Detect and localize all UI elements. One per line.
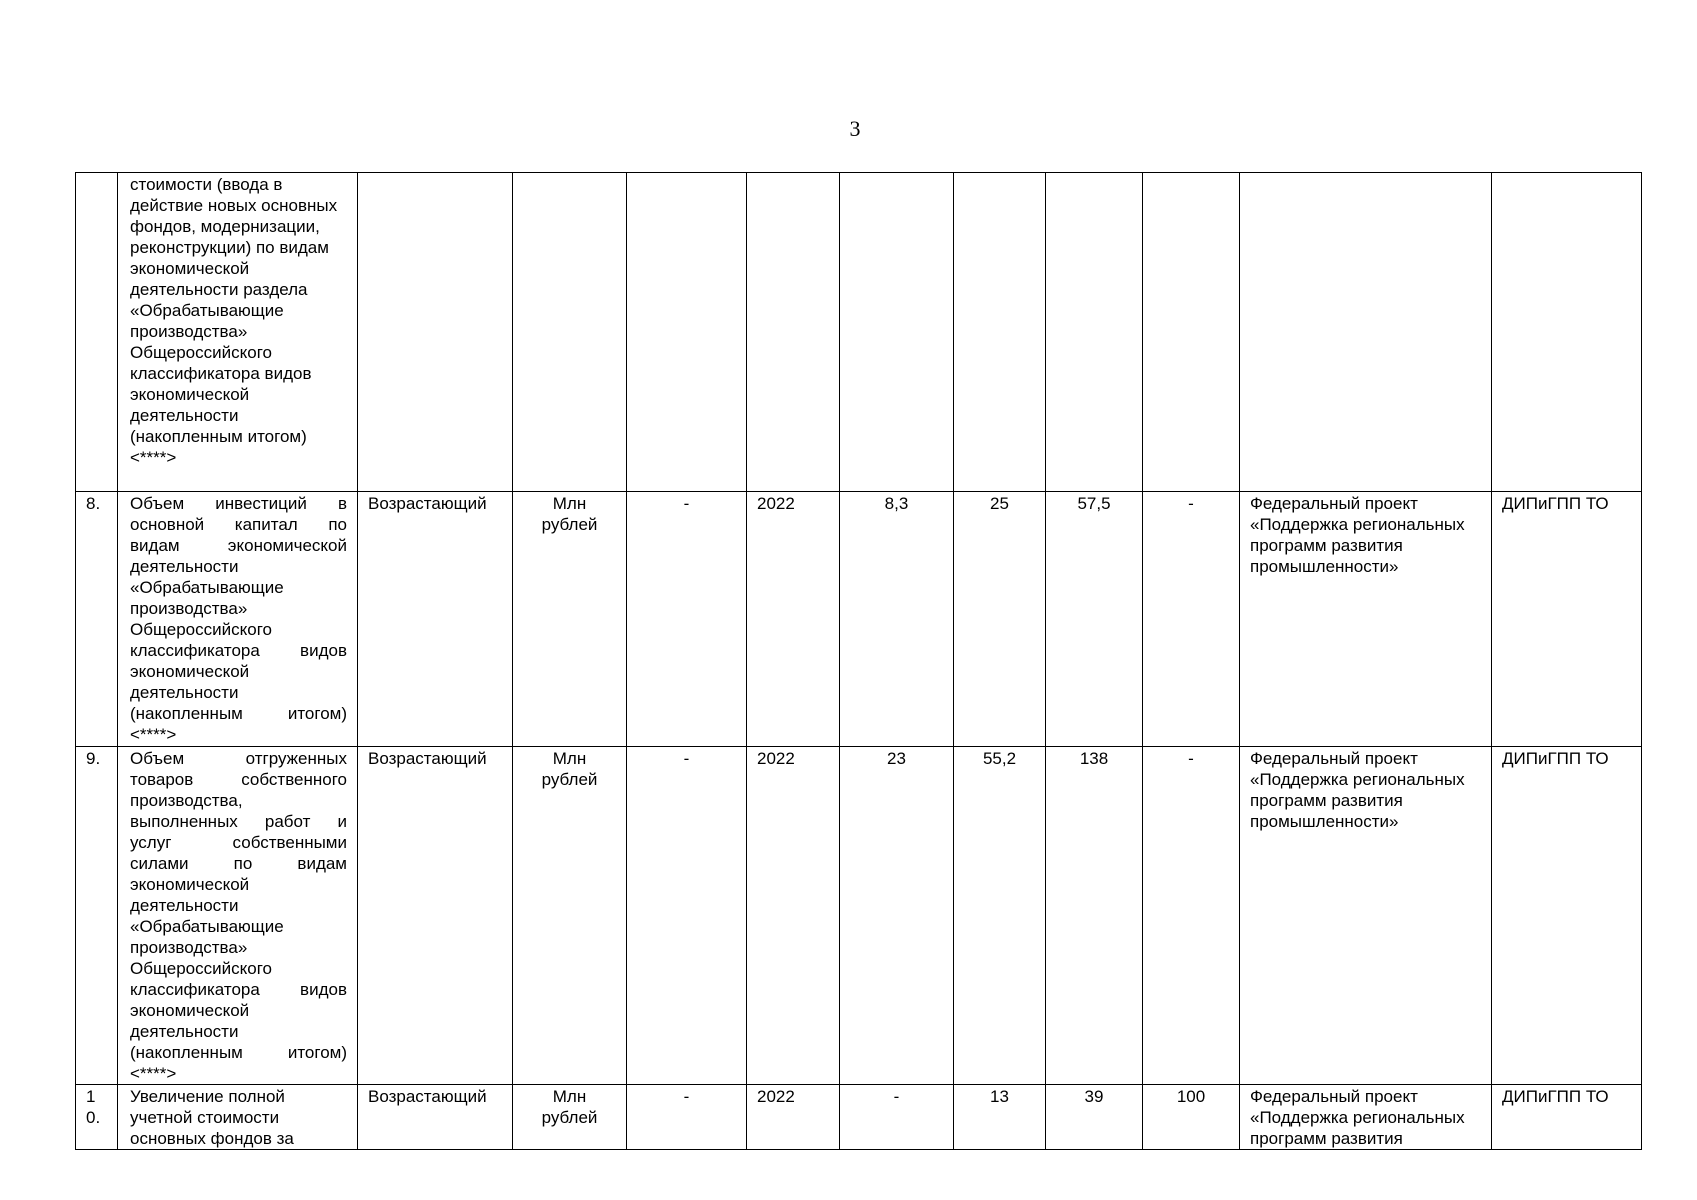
value-cell: 39	[1046, 1085, 1143, 1150]
row-index: 9.	[76, 747, 118, 1085]
project-cell: Федеральный проект «Поддержка региональных программ развития промышленности»	[1240, 492, 1492, 747]
base-value-cell: -	[627, 492, 747, 747]
unit-cell: Млн рублей	[513, 492, 627, 747]
value-cell: 23	[840, 747, 954, 1085]
unit-cell	[513, 173, 627, 492]
base-year-cell: 2022	[747, 1085, 840, 1150]
row-index: 10.	[76, 1085, 118, 1150]
value-cell	[840, 173, 954, 492]
value-cell: -	[840, 1085, 954, 1150]
row-index	[76, 173, 118, 492]
base-year-cell: 2022	[747, 747, 840, 1085]
indicators-table	[75, 172, 1642, 1150]
unit-cell: Млн рублей	[513, 1085, 627, 1150]
value-cell	[954, 173, 1046, 492]
project-cell	[1240, 173, 1492, 492]
indicator-name: стоимости (ввода в действие новых основных фондов, модернизации, реконструкции) по видам экономической деятельности раздела «Обрабатывающие производства» Общероссийского классификатора видов экономической деятельности (накопленным итогом) <****>	[118, 173, 358, 492]
value-cell: 100	[1143, 1085, 1240, 1150]
base-year-cell	[747, 173, 840, 492]
page-number: 3	[849, 116, 861, 141]
value-cell: 13	[954, 1085, 1046, 1150]
table-row	[76, 173, 1642, 492]
indicator-name: Объем инвестиций в основной капитал по видам экономической деятельности «Обрабатывающие производства» Общероссийского классификатора видов экономической деятельности (накопленным итогом) <****>	[118, 492, 358, 747]
responsible-cell: ДИПиГПП ТО	[1492, 1085, 1642, 1150]
project-cell: Федеральный проект «Поддержка региональных программ развития промышленности»	[1240, 747, 1492, 1085]
value-cell: 8,3	[840, 492, 954, 747]
value-cell: -	[1143, 747, 1240, 1085]
trend-cell: Возрастающий	[358, 492, 513, 747]
base-value-cell: -	[627, 1085, 747, 1150]
value-cell: -	[1143, 492, 1240, 747]
responsible-cell: ДИПиГПП ТО	[1492, 492, 1642, 747]
value-cell: 55,2	[954, 747, 1046, 1085]
table-row	[76, 1085, 1642, 1150]
responsible-cell: ДИПиГПП ТО	[1492, 747, 1642, 1085]
table-row	[76, 747, 1642, 1085]
value-cell	[1143, 173, 1240, 492]
value-cell: 25	[954, 492, 1046, 747]
table-row	[76, 492, 1642, 747]
base-value-cell	[627, 173, 747, 492]
value-cell	[1046, 173, 1143, 492]
value-cell: 57,5	[1046, 492, 1143, 747]
unit-cell: Млн рублей	[513, 747, 627, 1085]
responsible-cell	[1492, 173, 1642, 492]
trend-cell: Возрастающий	[358, 1085, 513, 1150]
indicator-name: Объем отгруженных товаров собственного производства, выполненных работ и услуг собственными силами по видам экономической деятельности «Обрабатывающие производства» Общероссийского классификатора видов экономической деятельности (накопленным итогом) <****>	[118, 747, 358, 1085]
base-year-cell: 2022	[747, 492, 840, 747]
trend-cell: Возрастающий	[358, 747, 513, 1085]
indicator-name: Увеличение полной учетной стоимости основных фондов за	[118, 1085, 358, 1150]
base-value-cell: -	[627, 747, 747, 1085]
project-cell: Федеральный проект «Поддержка региональных программ развития	[1240, 1085, 1492, 1150]
row-index: 8.	[76, 492, 118, 747]
trend-cell	[358, 173, 513, 492]
value-cell: 138	[1046, 747, 1143, 1085]
